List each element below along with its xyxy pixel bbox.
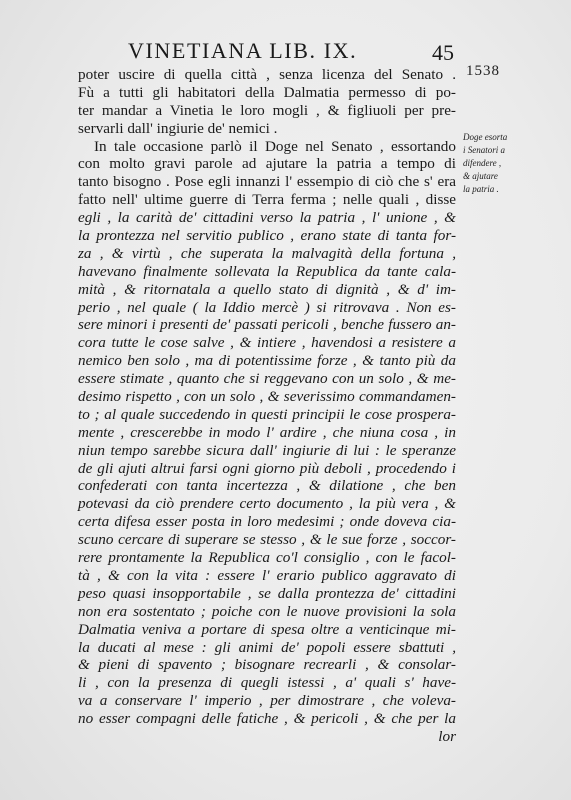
text-line: ter mandar a Vinetia le loro mogli , & figliuoli per pre- [78,101,456,119]
text-line: niun tempo sarebbe sicura dall' ingiurie di lui : le speranze [78,441,456,459]
text-line: to ; al quale succedendo in questi principii le cose prospera- [78,405,456,423]
page-number: 45 [432,40,454,65]
text-line: Dalmatia veniva a portare di spesa oltre a venticinque mi- [78,620,456,638]
text-line: Fù a tutti gli habitatori della Dalmatia permesso di po- [78,83,456,101]
text-line: servarli dall' ingiurie de' nemici . [78,119,278,137]
text-line: essere stimate , quanto che si reggevano con un solo , & me- [78,370,456,388]
catchword: lor [438,727,456,745]
running-title: VINETIANA LIB. IX. [128,38,358,63]
margin-note-line: i Senatori a [463,145,505,155]
text-line: scuno cercare di superare se stesso , & le sue forze , soccor- [78,531,456,549]
text-line: li , con la presenza di quegli istessi , a' quali s' have- [78,674,456,692]
margin-note-line: & ajutare [463,171,498,181]
text-line: poter uscire di quella città , senza licenza del Senato . [78,66,456,83]
text-line: sere minori i presenti de' passati pericoli , benche fussero an- [78,316,456,334]
text-line: certa difesa esser posta in loro medesimi ; onde doveva cia- [78,513,456,531]
body-text [78,66,456,746]
text-line: mente , crescerebbe in modo l' ardire , che niuna cosa , in [78,423,456,441]
margin-year: 1538 [466,63,500,79]
text-line: confederati con tanta incertezza , & dilatione , che ben [78,477,456,495]
text-line: no esser compagni delle fatiche , & pericoli , & che per la [78,710,456,728]
text-line: con molto gravi parole ad ajutare la patria a tempo di [78,155,456,173]
text-line: In tale occasione parlò il Doge nel Senato , essortando [94,137,456,155]
text-line: peso quasi insopportabile , se dalla prontezza de' cittadini [78,584,456,602]
margin-note-line: difendere , [463,158,502,168]
text-line: la ducati al mese : gli animi de' popoli essere sbattuti , [78,638,456,656]
text-line: fatto nell' ultime guerre di Terra ferma ; nelle quali , disse [78,191,456,209]
text-line: nemico ben solo , ma di potentissime forze , & tanto più da [78,352,456,370]
text-line: cora tutte le cose salve , & intiere , havendosi a resistere a [78,334,456,352]
text-line: & pieni di spavento ; bisognare recrearli , & consolar- [78,656,456,674]
text-line: de gli ajuti altrui farsi ogni giorno più deboli , procedendo i [78,459,456,477]
text-line: potevasi da ciò prendere certo documento , la più vera , & [78,495,456,513]
text-line: havevano finalmente sollevata la Republica da tante cala- [78,262,456,280]
margin-note-line: Doge esorta [463,132,508,142]
margin-note [463,131,531,196]
text-line: non era sostentato ; poiche con le nuove provisioni la sola [78,602,456,620]
text-line: la prontezza nel servitio publico , erano state di tanta for- [78,227,456,245]
text-line: desimo rispetto , con un solo , & severissimo commandamen- [78,388,456,406]
margin-note-line: la patria . [463,184,499,194]
text-line: perio , nel quale ( la Iddio mercè ) si ritrovava . Non es- [78,298,456,316]
text-line: mità , & ritornatala a quello stato di dignità , & d' im- [78,280,456,298]
text-line: tà , & con la vita : essere l' erario publico aggravato di [78,566,456,584]
text-line: rere prontamente la Republica co'l consiglio , con le facol- [78,549,456,567]
text-line: tanto bisogno . Pose egli innanzi l' essempio di ciò che s' era [78,173,456,191]
text-line: za , & virtù , che superata la malvagità della fortuna , [78,244,456,262]
text-line: va a conservare l' imperio , per dimostrare , che voleva- [78,692,456,710]
text-line: egli , la carità de' cittadini verso la patria , l' unione , & [78,209,456,227]
